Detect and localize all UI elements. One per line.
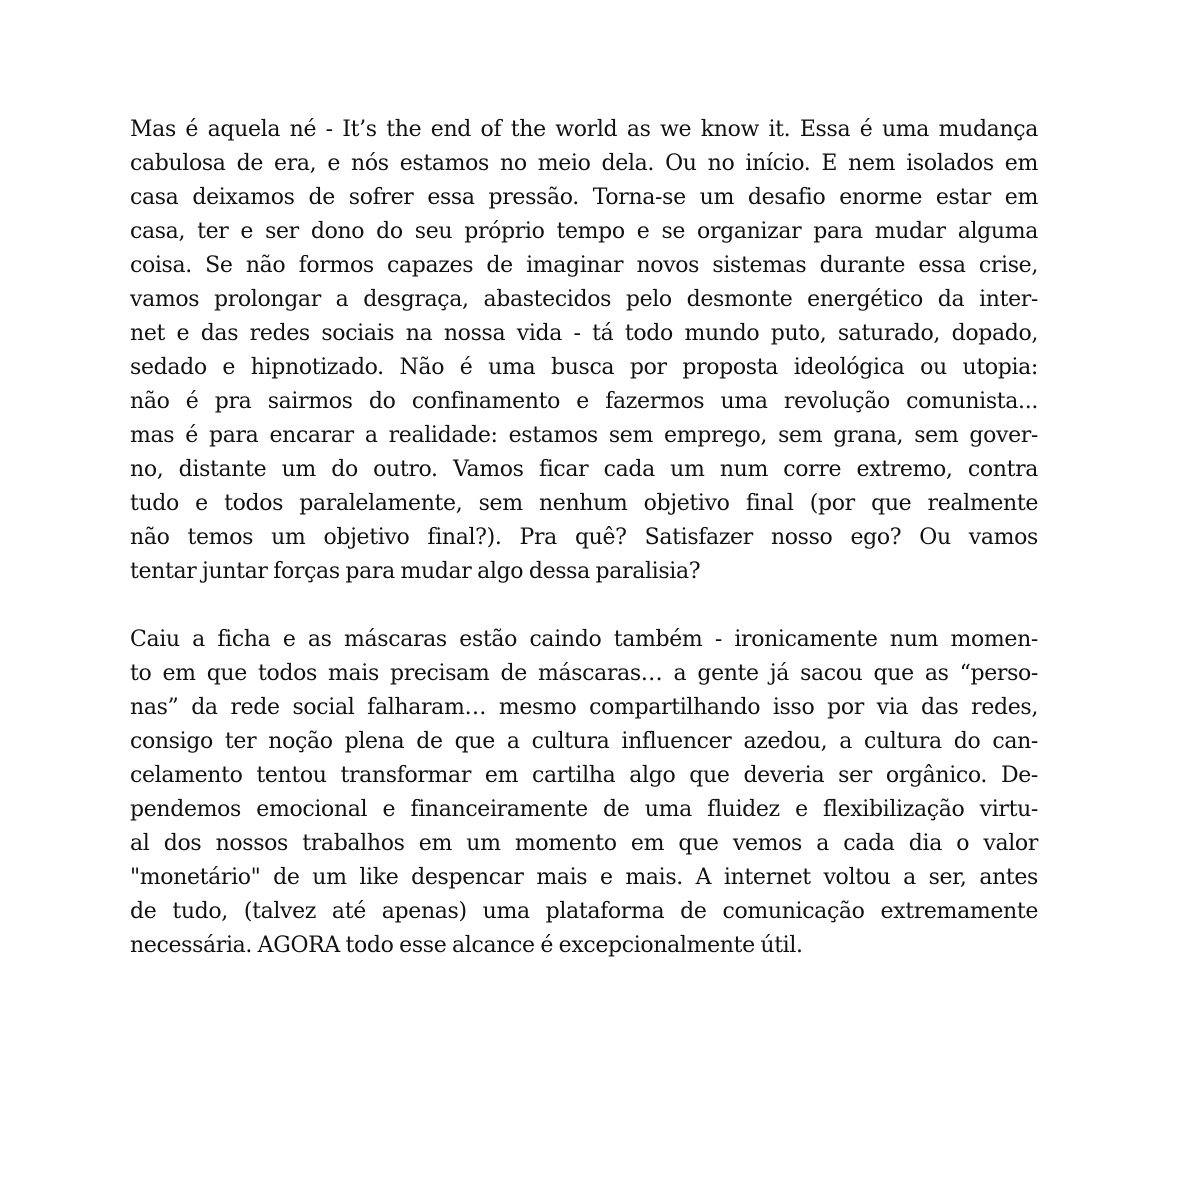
text-line: Caiu a ficha e as máscaras estão caindo também - ironicamente num momen- xyxy=(130,627,1038,652)
text-line: cabulosa de era, e nós estamos no meio dela. Ou no início. E nem isolados em xyxy=(130,151,1038,176)
paragraph-2 xyxy=(130,623,1038,963)
text-line: de tudo, (talvez até apenas) uma plataforma de comunicação extremamente xyxy=(130,899,1038,924)
text-line: net e das redes sociais na nossa vida - tá todo mundo puto, saturado, dopado, xyxy=(130,321,1038,346)
text-line: necessária. AGORA todo esse alcance é excepcionalmente útil. xyxy=(130,933,803,958)
text-line: al dos nossos trabalhos em um momento em que vemos a cada dia o valor xyxy=(130,831,1038,856)
text-line: casa deixamos de sofrer essa pressão. Torna-se um desafio enorme estar em xyxy=(130,185,1038,210)
text-line: não temos um objetivo final?). Pra quê? Satisfazer nosso ego? Ou vamos xyxy=(130,525,1038,550)
text-line: pendemos emocional e financeiramente de uma fluidez e flexibilização virtu- xyxy=(130,797,1038,822)
text-line: no, distante um do outro. Vamos ficar cada um num corre extremo, contra xyxy=(130,457,1038,482)
text-line: Mas é aquela né - It’s the end of the world as we know it. Essa é uma mudança xyxy=(130,117,1038,142)
text-line: sedado e hipnotizado. Não é uma busca por proposta ideológica ou utopia: xyxy=(130,355,1038,380)
text-line: tudo e todos paralelamente, sem nenhum objetivo final (por que realmente xyxy=(130,491,1038,516)
text-line: tentar juntar forças para mudar algo dessa paralisia? xyxy=(130,559,701,584)
text-line: casa, ter e ser dono do seu próprio tempo e se organizar para mudar alguma xyxy=(130,219,1038,244)
text-line: não é pra sairmos do confinamento e fazermos uma revolução comunista... xyxy=(130,389,1038,414)
text-line: celamento tentou transformar em cartilha algo que deveria ser orgânico. De- xyxy=(130,763,1038,788)
text-line: "monetário" de um like despencar mais e mais. A internet voltou a ser, antes xyxy=(130,865,1038,890)
text-line: nas” da rede social falharam… mesmo compartilhando isso por via das redes, xyxy=(130,695,1038,720)
document-page xyxy=(130,113,1038,963)
paragraph-1 xyxy=(130,113,1038,589)
text-line: consigo ter noção plena de que a cultura influencer azedou, a cultura do can- xyxy=(130,729,1038,754)
text-line: to em que todos mais precisam de máscaras… a gente já sacou que as “perso- xyxy=(130,661,1038,686)
text-line: mas é para encarar a realidade: estamos sem emprego, sem grana, sem gover- xyxy=(130,423,1038,448)
text-line: coisa. Se não formos capazes de imaginar novos sistemas durante essa crise, xyxy=(130,253,1038,278)
text-line: vamos prolongar a desgraça, abastecidos pelo desmonte energético da inter- xyxy=(130,287,1038,312)
